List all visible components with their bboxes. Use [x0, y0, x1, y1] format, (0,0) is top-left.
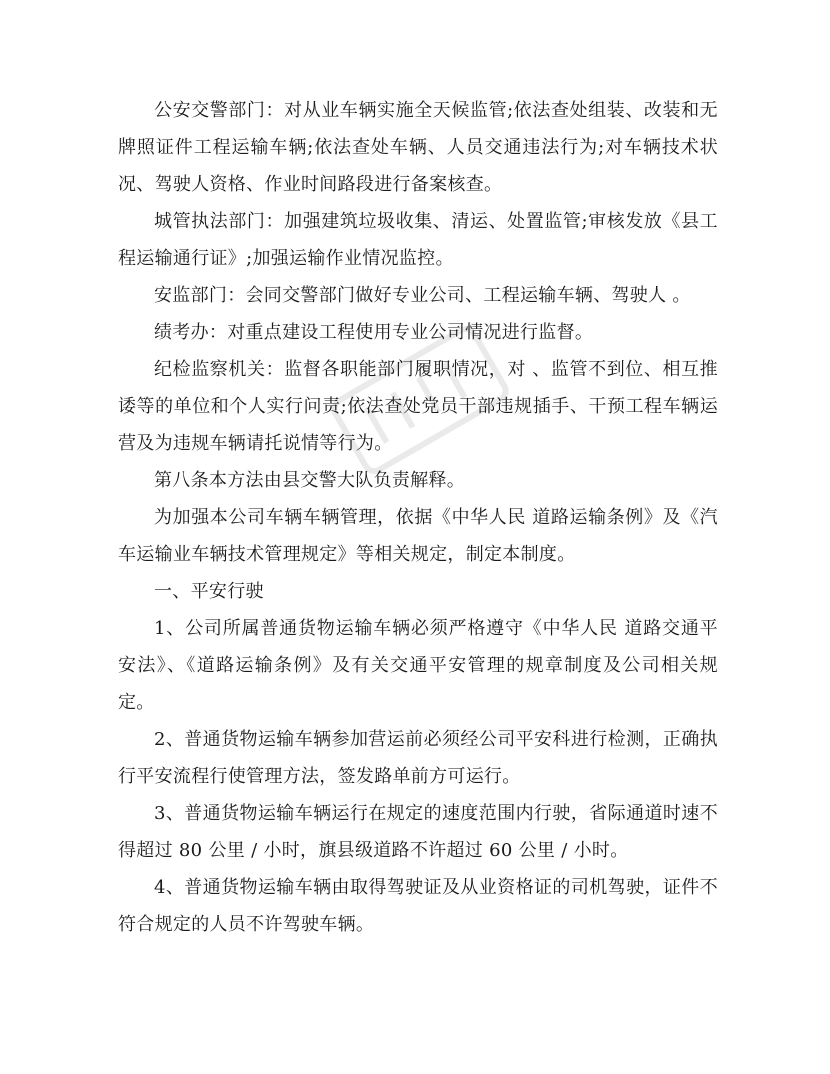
paragraph-performance-office: 绩考办：对重点建设工程使用专业公司情况进行监督。 [154, 322, 594, 343]
paragraph-urban-management: 城管执法部门：加强建筑垃圾收集、清运、处置监管;审核发放《县工程运输通行证》;加强运输作业情况监控。 [118, 211, 718, 269]
section-heading-safe-driving: 一、平安行驶 [154, 581, 264, 602]
list-item-4: 4、普通货物运输车辆由取得驾驶证及从业资格证的司机驾驶，证件不符合规定的人员不许驾驶车辆。 [118, 877, 718, 935]
paragraph-discipline-inspection: 纪检监察机关：监督各职能部门履职情况，对 、监管不到位、相互推诿等的单位和个人实行问责;依法查处党员干部违规插手、干预工程车辆运营及为违规车辆请托说情等行为。 [118, 359, 718, 454]
list-item-2: 2、普通货物运输车辆参加营运前必须经公司平安科进行检测，正确执行平安流程行使管理方法，签发路单前方可运行。 [118, 729, 718, 787]
list-item-3: 3、普通货物运输车辆运行在规定的速度范围内行驶，省际通道时速不得超过 80 公里 / 小时，旗县级道路不许超过 60 公里 / 小时。 [118, 803, 718, 861]
paragraph-safety-supervision: 安监部门：会同交警部门做好专业公司、工程运输车辆、驾驶人 。 [154, 285, 691, 306]
paragraph-police: 公安交警部门：对从业车辆实施全天候监管;依法查处组装、改装和无牌照证件工程运输车辆;依法查处车辆、人员交通违法行为;对车辆技术状况、驾驶人资格、作业时间路段进行备案核查。 [118, 100, 718, 195]
paragraph-intro: 为加强本公司车辆车辆管理，依据《中华人民 道路运输条例》及《汽车运输业车辆技术管理规定》等相关规定，制定本制度。 [118, 507, 718, 565]
paragraph-article-eight: 第八条本方法由县交警大队负责解释。 [154, 470, 466, 491]
list-item-1: 1、公司所属普通货物运输车辆必须严格遵守《中华人民 道路交通平安法》、《道路运输条例》及有关交通平安管理的规章制度及公司相关规定。 [118, 618, 718, 713]
document-body [118, 92, 718, 943]
